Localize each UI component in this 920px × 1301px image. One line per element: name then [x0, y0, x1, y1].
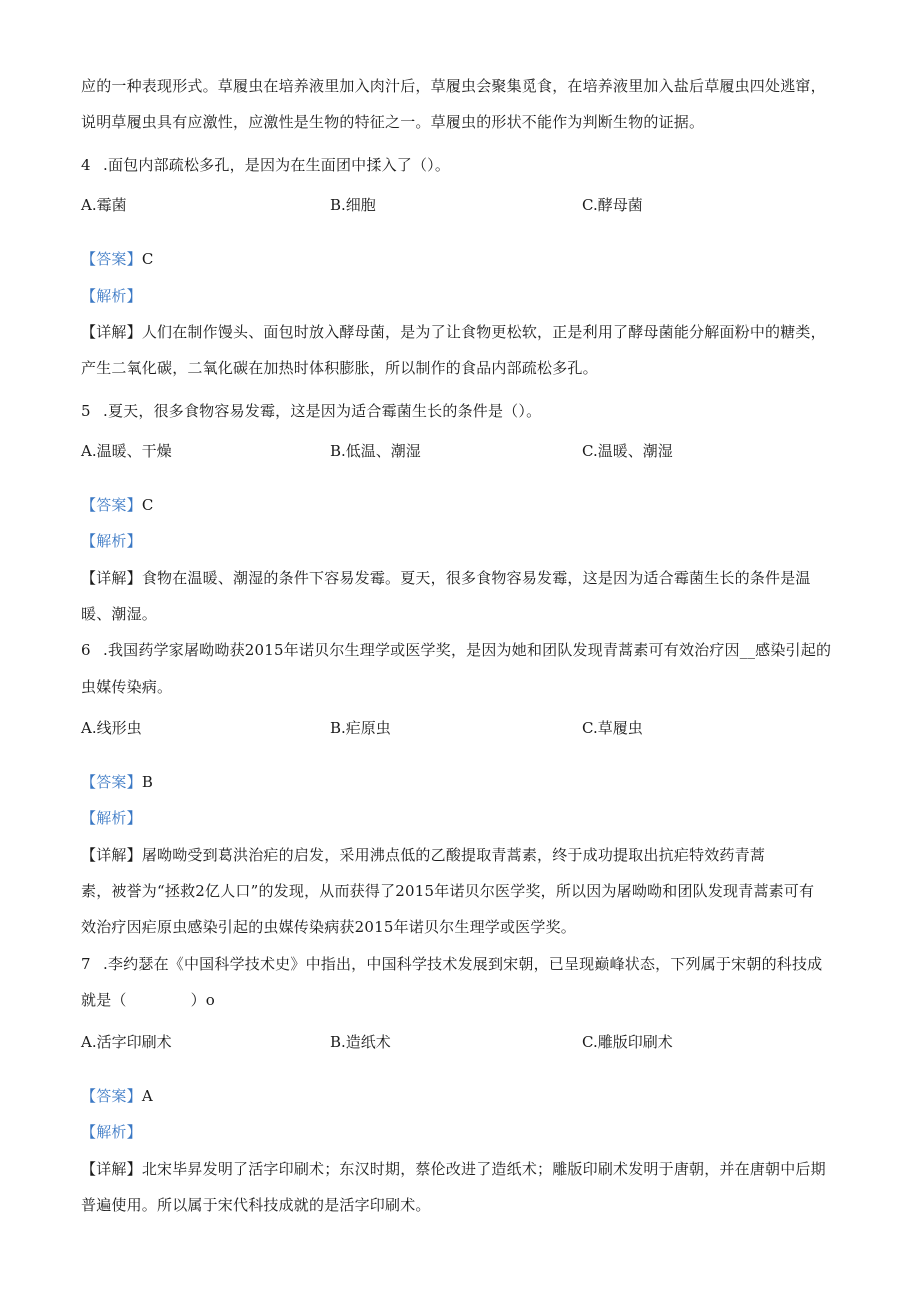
- question-text: .李约瑟在《中国科学技术史》中指出，中国科学技术发展到宋朝，已呈现巅峰状态，下列属于宋朝的科技成: [103, 955, 823, 973]
- option-b: B.疟原虫: [330, 719, 391, 737]
- detail-label: 【详解】: [81, 323, 142, 341]
- question-5-stem: [81, 401, 541, 421]
- question-text: .夏天，很多食物容易发霉，这是因为适合霉菌生长的条件是（）。: [103, 402, 542, 420]
- analysis-label: 【解析】: [81, 287, 142, 305]
- detail-label: 【详解】: [81, 846, 142, 864]
- detail-text: 效治疗因疟原虫感染引起的虫媒传染病获2015年诺贝尔生理学或医学奖。: [81, 918, 576, 936]
- analysis-label: 【解析】: [81, 809, 142, 827]
- detail-text: 产生二氧化碳，二氧化碳在加热时体积膨胀，所以制作的食品内部疏松多孔。: [81, 359, 598, 377]
- answer-value: B: [141, 773, 154, 791]
- option-a: A.线形虫: [81, 719, 142, 737]
- detail-text: 北宋毕昇发明了活字印刷术；东汉时期，蔡伦改进了造纸术；雕版印刷术发明于唐朝，并在唐朝中后期: [141, 1160, 826, 1178]
- detail-text: 素，被誉为“拯救2亿人口”的发现，从而获得了2015年诺贝尔医学奖，所以因为屠呦呦和团队发现青蒿素可有: [81, 882, 815, 900]
- option-a: A.温暖、干燥: [81, 442, 172, 460]
- option-c: C.温暖、潮湿: [582, 442, 673, 460]
- detail-label: 【详解】: [81, 1160, 142, 1178]
- detail-text: 人们在制作馒头、面包时放入酵母菌，是为了让食物更松软，正是利用了酵母菌能分解面粉中的糖类，: [141, 323, 826, 341]
- detail-text: 普遍使用。所以属于宋代科技成就的是活字印刷术。: [81, 1196, 431, 1214]
- answer-line: [81, 772, 153, 792]
- answer-value: A: [141, 1087, 153, 1105]
- option-c: C.草履虫: [582, 719, 643, 737]
- answer-line: [81, 249, 154, 269]
- detail-line: [81, 322, 826, 342]
- analysis-line: [81, 1122, 142, 1142]
- question-text-part: 就是（: [81, 991, 127, 1009]
- analysis-label: 【解析】: [81, 1123, 142, 1141]
- option-b: B.低温、潮湿: [330, 442, 421, 460]
- question-number: 4: [81, 156, 91, 174]
- detail-line: [81, 845, 765, 865]
- analysis-line: [81, 531, 142, 551]
- question-6-stem: [81, 640, 831, 660]
- question-text-part: ）o: [190, 991, 216, 1009]
- question-text: .面包内部疏松多孔，是因为在生面团中揉入了（）。: [103, 156, 451, 174]
- analysis-line: [81, 286, 142, 306]
- text-line: 应的一种表现形式。草履虫在培养液里加入肉汁后，草履虫会聚集觅食，在培养液里加入盐后草履虫四处逃窜，: [81, 77, 826, 95]
- question-number: 7: [81, 955, 91, 973]
- question-text: 虫媒传染病。: [81, 678, 173, 696]
- option-b: B.造纸术: [330, 1033, 391, 1051]
- answer-label: 【答案】: [81, 773, 142, 791]
- question-4-stem: [81, 155, 450, 175]
- question-number: 5: [81, 402, 91, 420]
- detail-label: 【详解】: [81, 569, 142, 587]
- answer-value: C: [141, 250, 154, 268]
- question-7-stem: [81, 954, 822, 974]
- analysis-line: [81, 808, 142, 828]
- answer-line: [81, 495, 154, 515]
- option-c: C.酵母菌: [582, 196, 643, 214]
- analysis-label: 【解析】: [81, 532, 142, 550]
- detail-text: 暖、潮湿。: [81, 605, 158, 623]
- detail-text: 屠呦呦受到葛洪治疟的启发，采用沸点低的乙酸提取青蒿素，终于成功提取出抗疟特效药青蒿: [141, 846, 766, 864]
- answer-label: 【答案】: [81, 1087, 142, 1105]
- detail-text: 食物在温暖、潮湿的条件下容易发霉。夏天，很多食物容易发霉，这是因为适合霉菌生长的条件是温: [141, 569, 811, 587]
- detail-line: [81, 568, 811, 588]
- option-a: A.活字印刷术: [81, 1033, 172, 1051]
- question-number: 6: [81, 641, 91, 659]
- option-a: A.霉菌: [81, 196, 127, 214]
- answer-label: 【答案】: [81, 496, 142, 514]
- answer-line: [81, 1086, 153, 1106]
- question-text: [81, 990, 215, 1010]
- detail-line: [81, 1159, 826, 1179]
- answer-label: 【答案】: [81, 250, 142, 268]
- text-line: 说明草履虫具有应激性，应激性是生物的特征之一。草履虫的形状不能作为判断生物的证据。: [81, 113, 705, 131]
- answer-value: C: [141, 496, 154, 514]
- option-b: B.细胞: [330, 196, 376, 214]
- question-text: .我国药学家屠呦呦获2015年诺贝尔生理学或医学奖，是因为她和团队发现青蒿素可有效治疗因__感染引起的: [103, 641, 832, 659]
- option-c: C.雕版印刷术: [582, 1033, 673, 1051]
